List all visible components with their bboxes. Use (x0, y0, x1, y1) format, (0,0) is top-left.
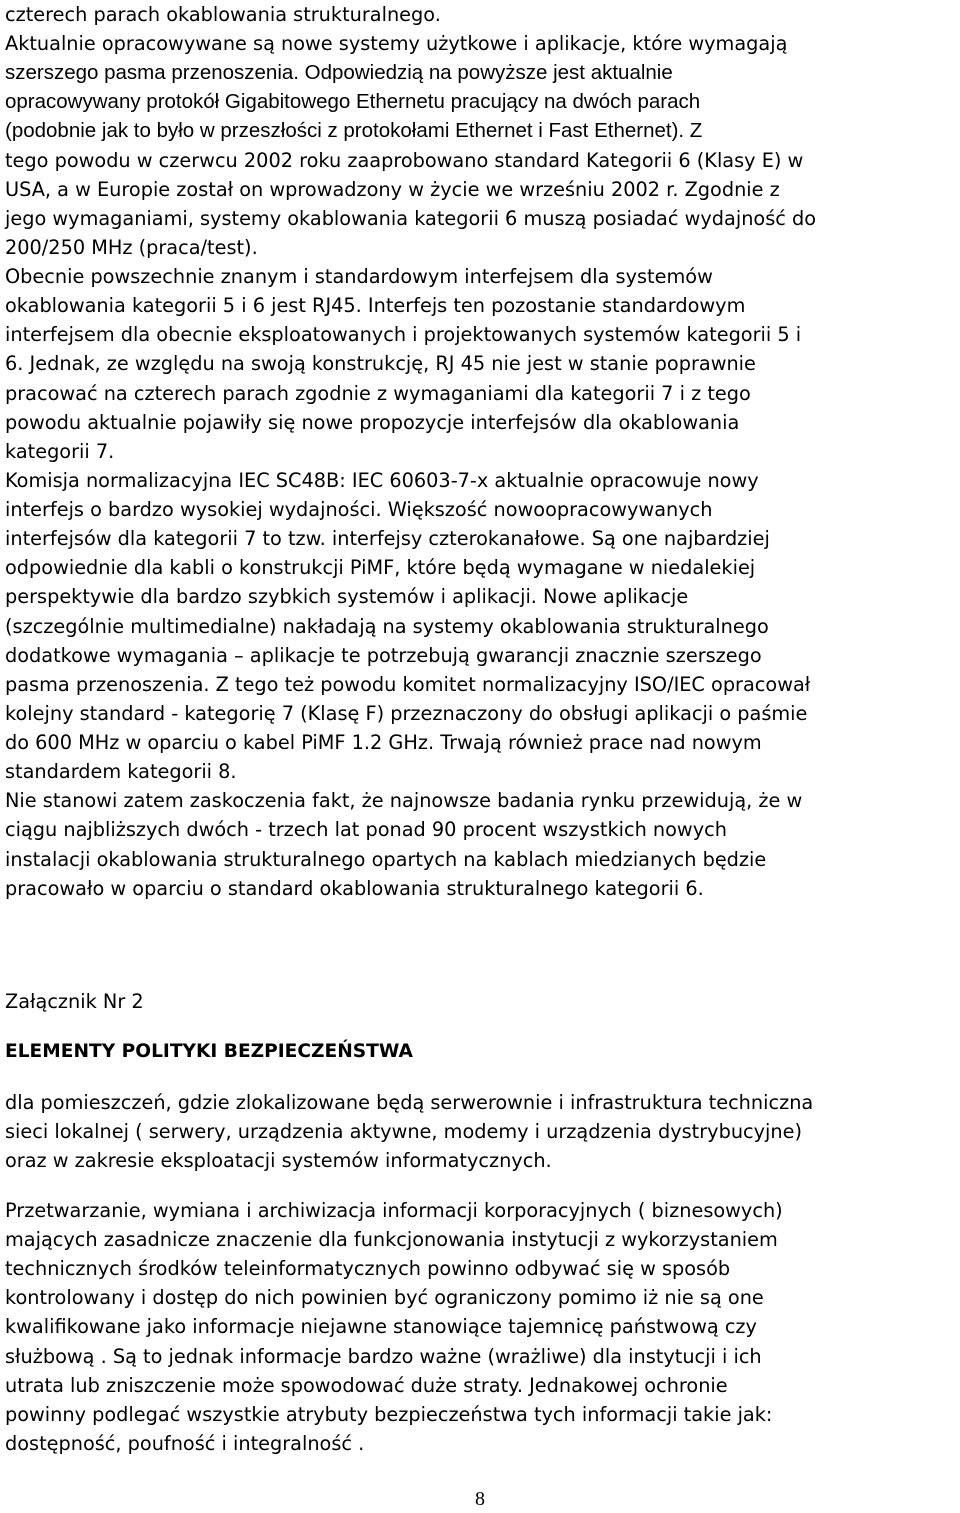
body-line: utrata lub zniszczenie może spowodować duże straty. Jednakowej ochronie (5, 1374, 728, 1397)
text-line: perspektywie dla bardzo szybkich systemów i aplikacji. Nowe aplikacje (5, 585, 689, 608)
body-line: Przetwarzanie, wymiana i archiwizacja informacji korporacyjnych ( biznesowych) (5, 1199, 783, 1222)
text-line: interfejsem dla obecnie eksploatowanych i projektowanych systemów kategorii 5 i (5, 323, 802, 346)
text-line: instalacji okablowania strukturalnego opartych na kablach miedzianych będzie (5, 848, 767, 871)
text-line: odpowiednie dla kabli o konstrukcji PiMF, które będą wymagane w niedalekiej (5, 556, 756, 579)
body-line: kwalifikowane jako informacje niejawne stanowiące tajemnicę państwową czy (5, 1315, 757, 1338)
text-line: standardem kategorii 8. (5, 760, 237, 783)
body-line: technicznych środków teleinformatycznych powinno odbywać się w sposób (5, 1257, 731, 1280)
text-line: Obecnie powszechnie znanym i standardowym interfejsem dla systemów (5, 265, 713, 288)
text-line: 200/250 MHz (praca/test). (5, 236, 258, 259)
text-line: opracowywany protokół Gigabitowego Ethernetu pracujący na dwóch parach (5, 90, 701, 113)
text-line: do 600 MHz w oparciu o kabel PiMF 1.2 GHz. Trwają również prace nad nowym (5, 731, 762, 754)
text-line: (szczególnie multimedialne) nakładają na systemy okablowania strukturalnego (5, 615, 769, 638)
text-line: okablowania kategorii 5 i 6 jest RJ45. Interfejs ten pozostanie standardowym (5, 294, 746, 317)
text-line: kategorii 7. (5, 440, 115, 463)
text-line: jego wymaganiami, systemy okablowania kategorii 6 muszą posiadać wydajność do (5, 207, 817, 230)
text-line: pracowało w oparciu o standard okablowania strukturalnego kategorii 6. (5, 877, 704, 900)
text-line: powodu aktualnie pojawiły się nowe propozycje interfejsów dla okablowania (5, 411, 740, 434)
text-line: pasma przenoszenia. Z tego też powodu komitet normalizacyjny ISO/IEC opracował (5, 673, 811, 696)
body-line: służbową . Są to jednak informacje bardzo ważne (wrażliwe) dla instytucji i ich (5, 1345, 762, 1368)
body-line: powinny podlegać wszystkie atrybuty bezpieczeństwa tych informacji takie jak: (5, 1403, 773, 1426)
scope-line: dla pomieszczeń, gdzie zlokalizowane będą serwerownie i infrastruktura techniczna (5, 1091, 814, 1114)
body-line: kontrolowany i dostęp do nich powinien być ograniczony pomimo iż nie są one (5, 1286, 764, 1309)
text-line: (podobnie jak to było w przeszłości z protokołami Ethernet i Fast Ethernet). Z (5, 119, 703, 142)
text-line: pracować na czterech parach zgodnie z wymaganiami dla kategorii 7 i z tego (5, 382, 751, 405)
text-line: kolejny standard - kategorię 7 (Klasę F) przeznaczony do obsługi aplikacji o paśmie (5, 702, 808, 725)
body-line: dostępność, poufność i integralność . (5, 1432, 365, 1455)
text-line: Aktualnie opracowywane są nowe systemy użytkowe i aplikacje, które wymagają (5, 32, 788, 55)
text-line: Nie stanowi zatem zaskoczenia fakt, że najnowsze badania rynku przewidują, że w (5, 789, 803, 812)
text-line: USA, a w Europie został on wprowadzony w życie we wrześniu 2002 r. Zgodnie z (5, 178, 780, 201)
text-line: Komisja normalizacyjna IEC SC48B: IEC 60603-7-x aktualnie opracowuje nowy (5, 469, 759, 492)
body-line: mających zasadnicze znaczenie dla funkcjonowania instytucji z wykorzystaniem (5, 1228, 778, 1251)
scope-line: sieci lokalnej ( serwery, urządzenia aktywne, modemy i urządzenia dystrybucyjne) (5, 1120, 803, 1143)
text-line: 6. Jednak, ze względu na swoją konstrukcję, RJ 45 nie jest w stanie poprawnie (5, 352, 756, 375)
text-line: czterech parach okablowania strukturalnego. (5, 3, 441, 26)
text-line: dodatkowe wymagania – aplikacje te potrzebują gwarancji znacznie szerszego (5, 644, 762, 667)
annex-label: Załącznik Nr 2 (5, 990, 144, 1013)
scope-line: oraz w zakresie eksploatacji systemów informatycznych. (5, 1149, 552, 1172)
text-line: interfejsów dla kategorii 7 to tzw. interfejsy czterokanałowe. Są one najbardziej (5, 527, 770, 550)
text-line: tego powodu w czerwcu 2002 roku zaaprobowano standard Kategorii 6 (Klasy E) w (5, 149, 804, 172)
section-title: ELEMENTY POLITYKI BEZPIECZEŃSTWA (5, 1041, 413, 1062)
page-number: 8 (475, 1488, 485, 1510)
text-line: ciągu najbliższych dwóch - trzech lat ponad 90 procent wszystkich nowych (5, 818, 727, 841)
text-line: interfejs o bardzo wysokiej wydajności. Większość nowoopracowywanych (5, 498, 713, 521)
text-line: szerszego pasma przenoszenia. Odpowiedzią na powyższe jest aktualnie (5, 61, 673, 84)
